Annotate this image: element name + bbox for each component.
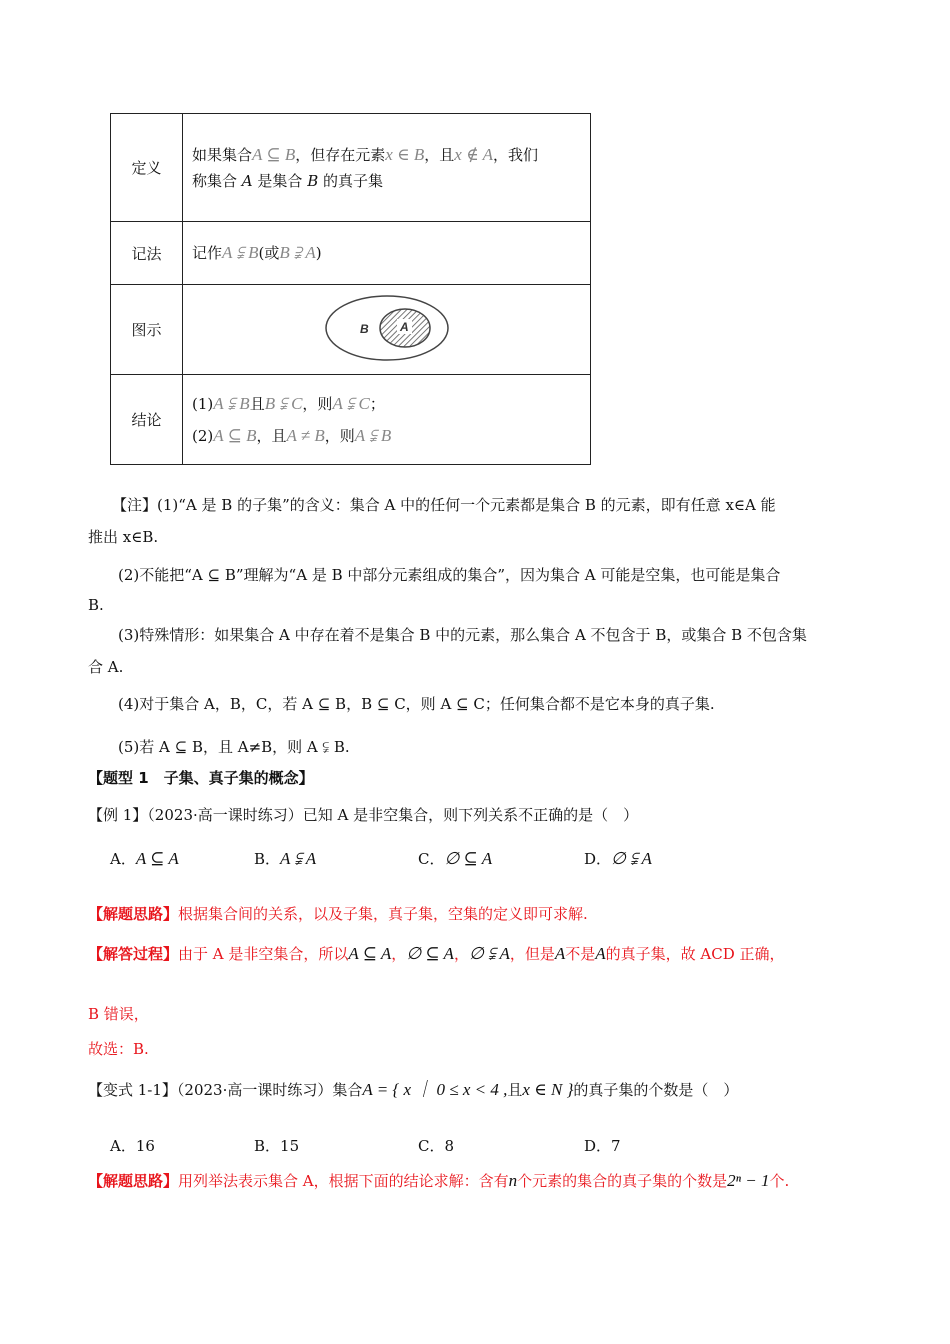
set-a-label: A: [399, 319, 409, 334]
text: 如果集合: [192, 145, 253, 164]
option-math: ∅ ⊆ A: [444, 849, 493, 868]
table-row: [111, 114, 591, 222]
proc-text: 不是: [565, 945, 596, 963]
idea-text: 个.: [769, 1172, 790, 1190]
option-label: A．: [110, 850, 136, 868]
text: 是集合: [257, 171, 303, 190]
text: ): [315, 244, 322, 262]
diagram-cell: [183, 285, 591, 375]
math: x ∉ A: [454, 144, 493, 164]
text: (1): [192, 394, 214, 413]
note-2-line-1: (2)不能把“A ⊆ B”理解为“A 是 B 中部分元素组成的集合”，因为集合 A 可能是空集，也可能是集合: [118, 566, 781, 584]
math: A: [595, 944, 606, 963]
notation-cell: [183, 222, 591, 285]
proc-text: 的真子集，故 ACD 正确，: [605, 945, 785, 963]
math: A ⫋ C: [332, 393, 370, 413]
note-1-line-1: 【注】(1)“A 是 B 的子集”的含义：集合 A 中的任何一个元素都是集合 B 的元素，即有任意 x∈A 能: [112, 496, 776, 514]
math: A ⊆ A: [348, 944, 392, 963]
row-label: 定义: [111, 114, 183, 222]
math: B ⫋ C: [264, 393, 303, 413]
question-text: 且: [507, 1081, 523, 1099]
text: ，则: [324, 426, 355, 445]
math: A ⊆ B: [213, 425, 257, 445]
math: ∅ ⊆ A: [406, 944, 454, 963]
table-row: [111, 222, 591, 285]
example-1-process-line-2: B 错误，: [88, 1005, 149, 1023]
math: B: [307, 171, 319, 190]
math: A ⫋ B: [354, 425, 392, 445]
set-expression: A = { x ｜ 0 ≤ x < 4 ,: [362, 1080, 508, 1099]
idea-tag: 【解题思路】: [88, 905, 179, 923]
text: ，且: [424, 145, 455, 164]
text: ，我们: [493, 145, 539, 164]
note-5: (5)若 A ⊆ B，且 A≠B，则 A ⫋ B.: [118, 738, 350, 756]
row-label: 结论: [111, 375, 183, 465]
text: (或: [258, 244, 280, 262]
set-b-label: B: [359, 321, 369, 336]
example-1-process: 【解答过程】由于 A 是非空集合，所以A ⊆ A，∅ ⊆ A，∅ ⫋ A，但是A不是A的真子集，故 ACD 正确，: [88, 944, 785, 963]
variant-option-d[interactable]: D．7: [584, 1137, 621, 1155]
math: B ⫌ A: [279, 243, 316, 262]
variant-1-1-idea: [88, 1170, 789, 1191]
math: A: [554, 944, 566, 963]
example-1-answer: 故选：B.: [88, 1040, 149, 1058]
option-math: ∅ ⫋ A: [611, 849, 652, 868]
question-text: 【变式 1-1】（2023·高一课时练习）集合: [88, 1081, 363, 1099]
text: ，但存在元素: [295, 145, 386, 164]
option-a[interactable]: [110, 848, 179, 869]
option-c[interactable]: [418, 848, 492, 869]
row-label: 图示: [111, 285, 183, 375]
text: (2): [192, 426, 214, 445]
proc-text: 由于 A 是非空集合，所以: [178, 945, 349, 963]
row-label: 记法: [111, 222, 183, 285]
variant-option-a[interactable]: A．16: [110, 1137, 155, 1155]
venn-diagram: [322, 292, 452, 364]
idea-tag: 【解题思路】: [88, 1172, 179, 1190]
note-3-line-1: (3)特殊情形：如果集合 A 中存在着不是集合 B 中的元素，那么集合 A 不包含于 B，或集合 B 不包含集: [118, 626, 807, 644]
variant-option-c[interactable]: C．8: [418, 1137, 455, 1155]
math: A ⊆ B: [252, 144, 296, 164]
math: 2ⁿ − 1: [727, 1171, 770, 1190]
table-row: [111, 285, 591, 375]
idea-text: 个元素的集合的真子集的个数是: [517, 1172, 728, 1190]
variant-1-1-question: [88, 1075, 738, 1100]
text: ；: [369, 394, 385, 413]
option-label: D．: [584, 850, 612, 868]
idea-text: 用列举法表示集合 A，根据下面的结论求解：含有: [178, 1172, 509, 1190]
text: 的真子集: [323, 171, 384, 190]
text: 记作: [192, 244, 223, 262]
math: A: [241, 171, 253, 190]
definition-table: [110, 113, 591, 465]
math: A ≠ B: [286, 425, 325, 445]
example-1-idea: [88, 903, 588, 924]
variant-option-b[interactable]: B．15: [254, 1137, 300, 1155]
note-2-line-2: B.: [88, 596, 104, 614]
definition-cell: [183, 114, 591, 222]
math: A ⫋ B: [213, 393, 250, 413]
option-math: A ⫋ A: [280, 849, 317, 868]
math: x ∈ B: [385, 144, 425, 164]
option-label: B．: [254, 850, 281, 868]
text: ，且: [256, 426, 287, 445]
text: 且: [249, 394, 265, 413]
text: ，则: [302, 394, 333, 413]
math: ∅ ⫋ A: [468, 944, 510, 963]
table-row: [111, 375, 591, 465]
note-1-line-2: 推出 x∈B.: [88, 528, 159, 546]
option-d[interactable]: [584, 848, 652, 869]
note-3-line-2: 合 A.: [88, 658, 124, 676]
math: n: [508, 1171, 518, 1190]
math: A ⫋ B: [222, 243, 259, 262]
option-label: C．: [418, 850, 445, 868]
idea-text: 根据集合间的关系，以及子集，真子集，空集的定义即可求解.: [178, 905, 588, 923]
example-1-question: 【例 1】（2023·高一课时练习）已知 A 是非空集合，则下列关系不正确的是（ ）: [88, 806, 639, 824]
note-4: (4)对于集合 A，B，C，若 A ⊆ B，B ⊆ C，则 A ⊆ C；任何集合都不是它本身的真子集.: [118, 695, 715, 713]
option-b[interactable]: [254, 848, 316, 869]
option-math: A ⊆ A: [135, 849, 179, 868]
proc-text: ，但是: [509, 945, 555, 963]
proc-tag: 【解答过程】: [88, 945, 179, 963]
conclusion-cell: [183, 375, 591, 465]
set-expression: x ∈ N }: [522, 1080, 574, 1099]
section-title: 【题型 1 子集、真子集的概念】: [88, 769, 314, 787]
text: 称集合: [192, 171, 238, 190]
question-text: 的真子集的个数是（ ）: [573, 1081, 739, 1099]
